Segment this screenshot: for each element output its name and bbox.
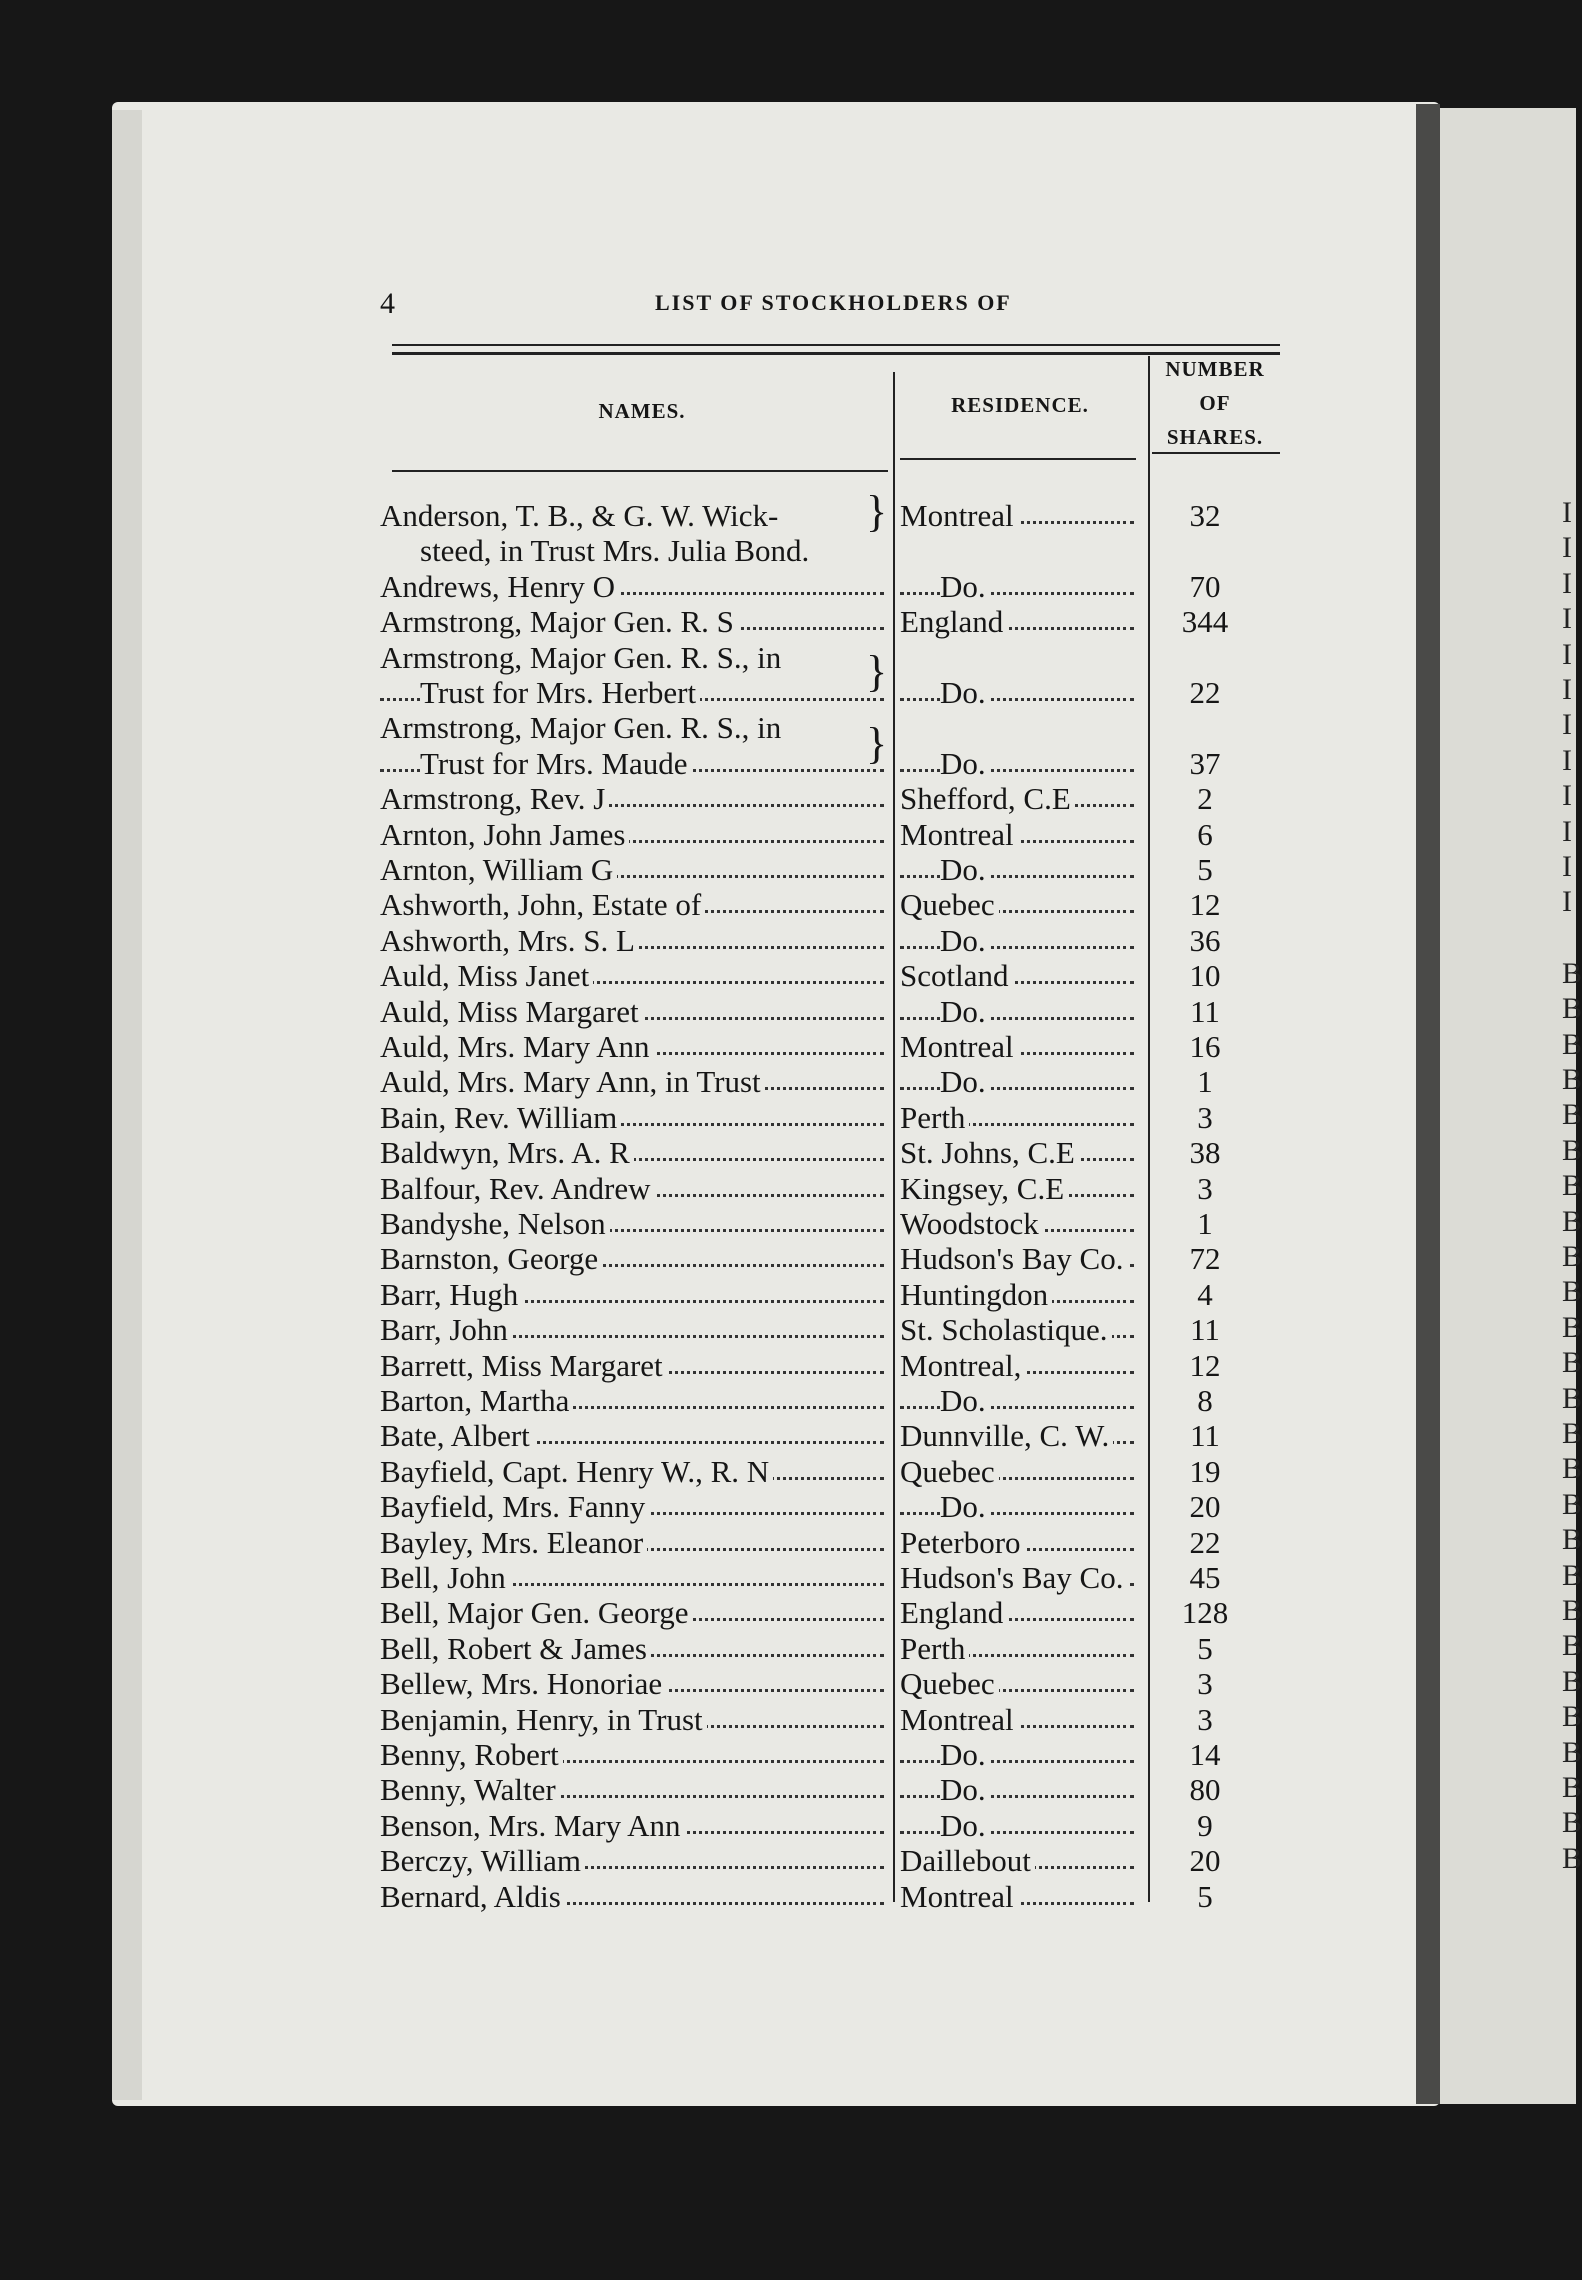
facing-page-letter: I [1562,708,1572,742]
facing-page-letter: B [1562,1169,1582,1203]
stockholder-residence: Montreal [900,817,1140,851]
stockholder-residence: Do. [900,1737,1140,1771]
header-residence: RESIDENCE. [951,393,1089,417]
stockholder-shares: 12 [1189,887,1221,923]
table-row [380,533,1290,567]
table-row [380,1383,1290,1417]
stockholder-shares: 22 [1189,1524,1221,1560]
stockholder-residence: Montreal [900,1879,1140,1913]
stockholder-name: Benny, Walter [380,1772,890,1806]
names-header-underline [392,470,888,472]
table-row [380,1029,1290,1063]
stockholder-name: Ashworth, John, Estate of [380,887,890,921]
table-row [380,1171,1290,1205]
stockholder-name: Benny, Robert [380,1737,890,1771]
facing-page-letter: B [1562,1027,1582,1061]
stockholder-residence: Daillebout [900,1843,1140,1877]
stockholder-name: Bell, Robert & James [380,1631,890,1665]
facing-page-letter: I [1562,602,1572,636]
table-row [380,1064,1290,1098]
stockholder-name: Barnston, George [380,1241,890,1275]
table-row [380,1489,1290,1523]
table-row [380,675,1290,709]
stockholder-shares: 1 [1197,1206,1213,1241]
stockholder-name: Anderson, T. B., & G. W. Wick- [380,498,890,532]
stockholder-residence: England [900,1595,1140,1629]
stockholder-residence: St. Scholastique. [900,1312,1140,1346]
table-row [380,1418,1290,1452]
stockholder-shares: 11 [1190,1418,1220,1454]
table-row [380,1808,1290,1842]
table-row [380,1772,1290,1806]
stockholder-shares: 3 [1197,1170,1213,1206]
table-row [380,1666,1290,1700]
table-row [380,887,1290,921]
stockholder-shares: 128 [1181,1595,1229,1631]
stockholder-shares: 20 [1189,1489,1221,1525]
header-shares-line1: NUMBER [1165,357,1265,381]
stockholder-name: Balfour, Rev. Andrew [380,1171,890,1205]
stockholder-shares: 12 [1189,1347,1221,1383]
facing-page-letter: I [1562,637,1572,671]
stockholder-residence: St. Johns, C.E [900,1135,1140,1169]
stockholder-name: Trust for Mrs. Maude [380,746,890,780]
stockholder-shares: 3 [1197,1701,1213,1737]
facing-page-letter: B [1562,992,1582,1026]
stockholder-residence: Do. [900,1064,1140,1098]
facing-page-letter: B [1562,1841,1582,1875]
stockholder-residence: Do. [900,569,1140,603]
brace-anderson: } [866,487,888,536]
facing-page-letter: I [1562,566,1572,600]
table-row [380,1312,1290,1346]
stockholder-residence: Quebec [900,1454,1140,1488]
table-row [380,1100,1290,1134]
facing-page-letter: B [1562,1523,1582,1557]
facing-page-letter: B [1562,1558,1582,1592]
stockholder-shares: 45 [1189,1560,1221,1595]
stockholder-name: Auld, Mrs. Mary Ann [380,1029,890,1063]
facing-page-letter: B [1562,1771,1582,1804]
stockholder-shares: 22 [1189,675,1221,710]
facing-page-letter: B [1562,1594,1582,1627]
stockholder-shares: 11 [1190,1312,1220,1348]
stockholder-shares: 1 [1197,1064,1213,1100]
facing-page-letter: B [1562,1204,1582,1238]
stockholder-name: Bandyshe, Nelson [380,1206,890,1240]
table-row [380,1560,1290,1594]
residence-header-underline [900,458,1136,460]
stockholder-residence: Scotland [900,958,1140,992]
brace-armstrong-maude: } [866,719,888,768]
table-row [380,569,1290,603]
stockholder-residence: Do. [900,1808,1140,1842]
stockholder-residence: Do. [900,1489,1140,1523]
stockholder-name: Baldwyn, Mrs. A. R [380,1135,890,1169]
table-row [380,994,1290,1028]
stockholder-residence: Quebec [900,1666,1140,1700]
facing-page-letter: I [1562,850,1572,883]
facing-page-letter: B [1562,1806,1582,1840]
stockholder-residence: Do. [900,923,1140,957]
facing-page-letter: I [1562,779,1572,813]
stockholder-shares: 4 [1197,1276,1213,1312]
facing-page-letter: B [1562,1381,1582,1415]
stockholder-residence: Do. [900,746,1140,780]
stockholder-shares: 11 [1190,993,1220,1029]
stockholder-name: Armstrong, Major Gen. R. S., in [380,640,890,674]
stockholder-residence: Do. [900,1383,1140,1417]
facing-page-letter: I [1562,531,1572,565]
stockholder-name: Trust for Mrs. Herbert [380,675,890,709]
header-names: NAMES. [598,399,686,423]
stockholder-residence: Quebec [900,887,1140,921]
facing-page-letter: B [1562,1275,1582,1309]
table-row [380,1525,1290,1559]
table-row [380,1702,1290,1736]
facing-page-letter: B [1562,1629,1582,1663]
table-row [380,1737,1290,1771]
table-row [380,1277,1290,1311]
stockholder-residence [900,533,1140,567]
stockholder-name: Auld, Miss Janet [380,958,890,992]
stockholder-shares: 5 [1197,1878,1213,1914]
facing-page-letter: B [1562,1700,1582,1734]
header-shares-line3: SHARES. [1166,425,1264,449]
stockholder-shares: 344 [1181,604,1229,640]
stockholder-name: Benjamin, Henry, in Trust [380,1702,890,1736]
facing-page-letter: B [1562,1133,1582,1167]
table-row [380,852,1290,886]
stockholder-shares: 16 [1189,1029,1221,1064]
table-row [380,604,1290,638]
stockholder-residence: Montreal [900,1029,1140,1063]
stockholder-name: Bernard, Aldis [380,1879,890,1913]
stockholder-residence: Kingsey, C.E [900,1171,1140,1205]
facing-page-letter: B [1562,956,1582,990]
stockholder-residence: Do. [900,852,1140,886]
table-row [380,1631,1290,1665]
stockholder-shares: 3 [1197,1666,1213,1702]
brace-armstrong-herbert: } [866,647,888,696]
stockholder-residence: Hudson's Bay Co. [900,1241,1140,1275]
stockholder-shares: 70 [1189,568,1221,604]
stockholder-residence: Montreal, [900,1348,1140,1382]
stockholder-residence: Hudson's Bay Co. [900,1560,1140,1594]
stockholder-shares: 2 [1197,781,1213,817]
facing-page-letter: B [1562,1664,1582,1698]
stockholder-name: Barr, John [380,1312,890,1346]
facing-page-letter: I [1562,673,1572,706]
table-row [380,817,1290,851]
facing-page-letter: B [1562,1063,1582,1096]
facing-page-letter: B [1562,1417,1582,1450]
stockholder-name: Armstrong, Major Gen. R. S [380,604,890,638]
header-shares-line2: OF [1199,391,1231,415]
facing-page-letter: I [1562,885,1572,919]
stockholder-residence: Do. [900,1772,1140,1806]
facing-page-edge [1440,108,1582,2104]
stockholder-name: Berczy, William [380,1843,890,1877]
stockholder-name: Auld, Mrs. Mary Ann, in Trust [380,1064,890,1098]
top-rule-thick [392,352,1280,355]
top-rule-thin [392,344,1280,346]
stockholder-name: Bayfield, Capt. Henry W., R. N [380,1454,890,1488]
stockholder-shares: 38 [1189,1135,1221,1171]
facing-page-letter: B [1562,1310,1582,1344]
stockholder-residence: Do. [900,675,1140,709]
table-row [380,498,1290,532]
table-row [380,640,1290,674]
table-row [380,923,1290,957]
stockholder-residence: Woodstock [900,1206,1140,1240]
page-edge-shadow [112,110,142,2100]
stockholder-name: Bayley, Mrs. Eleanor [380,1525,890,1559]
stockholder-residence: Perth [900,1100,1140,1134]
stockholder-shares: 19 [1189,1453,1221,1489]
facing-page-letter: B [1562,1487,1582,1521]
facing-page-letter: B [1562,1098,1582,1132]
stockholder-shares: 36 [1189,922,1221,958]
table-row [380,1135,1290,1169]
stockholder-residence: Huntingdon [900,1277,1140,1311]
table-row [380,958,1290,992]
running-head: LIST OF STOCKHOLDERS OF [655,290,1012,315]
stockholder-shares: 8 [1197,1383,1213,1418]
stockholder-name: Armstrong, Major Gen. R. S., in [380,710,890,744]
stockholder-name: Bellew, Mrs. Honoriae [380,1666,890,1700]
stockholder-residence: England [900,604,1140,638]
stockholder-name: Bain, Rev. William [380,1100,890,1134]
table-row [380,1843,1290,1877]
stockholder-name: Bell, Major Gen. George [380,1595,890,1629]
stockholder-name: Arnton, William G [380,852,890,886]
table-row [380,1595,1290,1629]
stockholder-shares: 5 [1197,852,1213,887]
stockholder-residence [900,710,1140,744]
stockholder-name: Bate, Albert [380,1418,890,1452]
header-shares [1150,352,1280,454]
stockholder-residence: Shefford, C.E [900,781,1140,815]
stockholder-shares: 6 [1197,816,1213,852]
stockholder-residence [900,640,1140,674]
stockholder-name: Barrett, Miss Margaret [380,1348,890,1382]
table-row [380,1454,1290,1488]
stockholder-residence: Do. [900,994,1140,1028]
stockholder-name: Armstrong, Rev. J [380,781,890,815]
facing-page-letter: B [1562,1346,1582,1380]
stockholder-shares: 9 [1197,1807,1213,1843]
facing-page-letter: B [1562,1735,1582,1769]
stockholder-shares: 32 [1189,498,1221,533]
page-number: 4 [380,287,395,320]
stockholder-shares: 80 [1189,1772,1221,1808]
stockholder-name: Bell, John [380,1560,890,1594]
book-gutter [1416,104,1440,2104]
table-row [380,781,1290,815]
facing-page-letter: B [1562,1240,1582,1273]
shares-header-underline [1152,452,1280,454]
table-row [380,1879,1290,1913]
stockholder-name: steed, in Trust Mrs. Julia Bond. [380,533,890,567]
table-row [380,1241,1290,1275]
facing-page-letter: B [1562,1452,1582,1486]
stockholder-residence: Montreal [900,1702,1140,1736]
stockholder-shares: 37 [1189,745,1221,781]
stockholder-shares: 14 [1189,1737,1221,1772]
stockholder-name: Andrews, Henry O [380,569,890,603]
stockholder-name: Auld, Miss Margaret [380,994,890,1028]
facing-page-letter: I [1562,814,1572,848]
table-row [380,710,1290,744]
stockholder-shares: 20 [1189,1843,1221,1879]
stockholder-shares: 10 [1189,958,1221,994]
stockholder-shares: 3 [1197,1099,1213,1135]
stockholder-name: Ashworth, Mrs. S. L [380,923,890,957]
facing-page-letter: I [1562,496,1572,529]
table-row [380,1206,1290,1240]
stockholder-name: Benson, Mrs. Mary Ann [380,1808,890,1842]
stockholder-residence: Peterboro [900,1525,1140,1559]
stockholder-name: Barr, Hugh [380,1277,890,1311]
table-row [380,1348,1290,1382]
stockholder-residence: Montreal [900,498,1140,532]
stockholder-name: Barton, Martha [380,1383,890,1417]
stockholder-residence: Perth [900,1631,1140,1665]
stockholder-shares: 72 [1189,1241,1221,1277]
stockholder-shares: 5 [1197,1630,1213,1666]
stockholder-residence: Dunnville, C. W. [900,1418,1140,1452]
stockholder-name: Bayfield, Mrs. Fanny [380,1489,890,1523]
table-row [380,746,1290,780]
stockholder-name: Arnton, John James [380,817,890,851]
facing-page-letter: I [1562,743,1572,777]
